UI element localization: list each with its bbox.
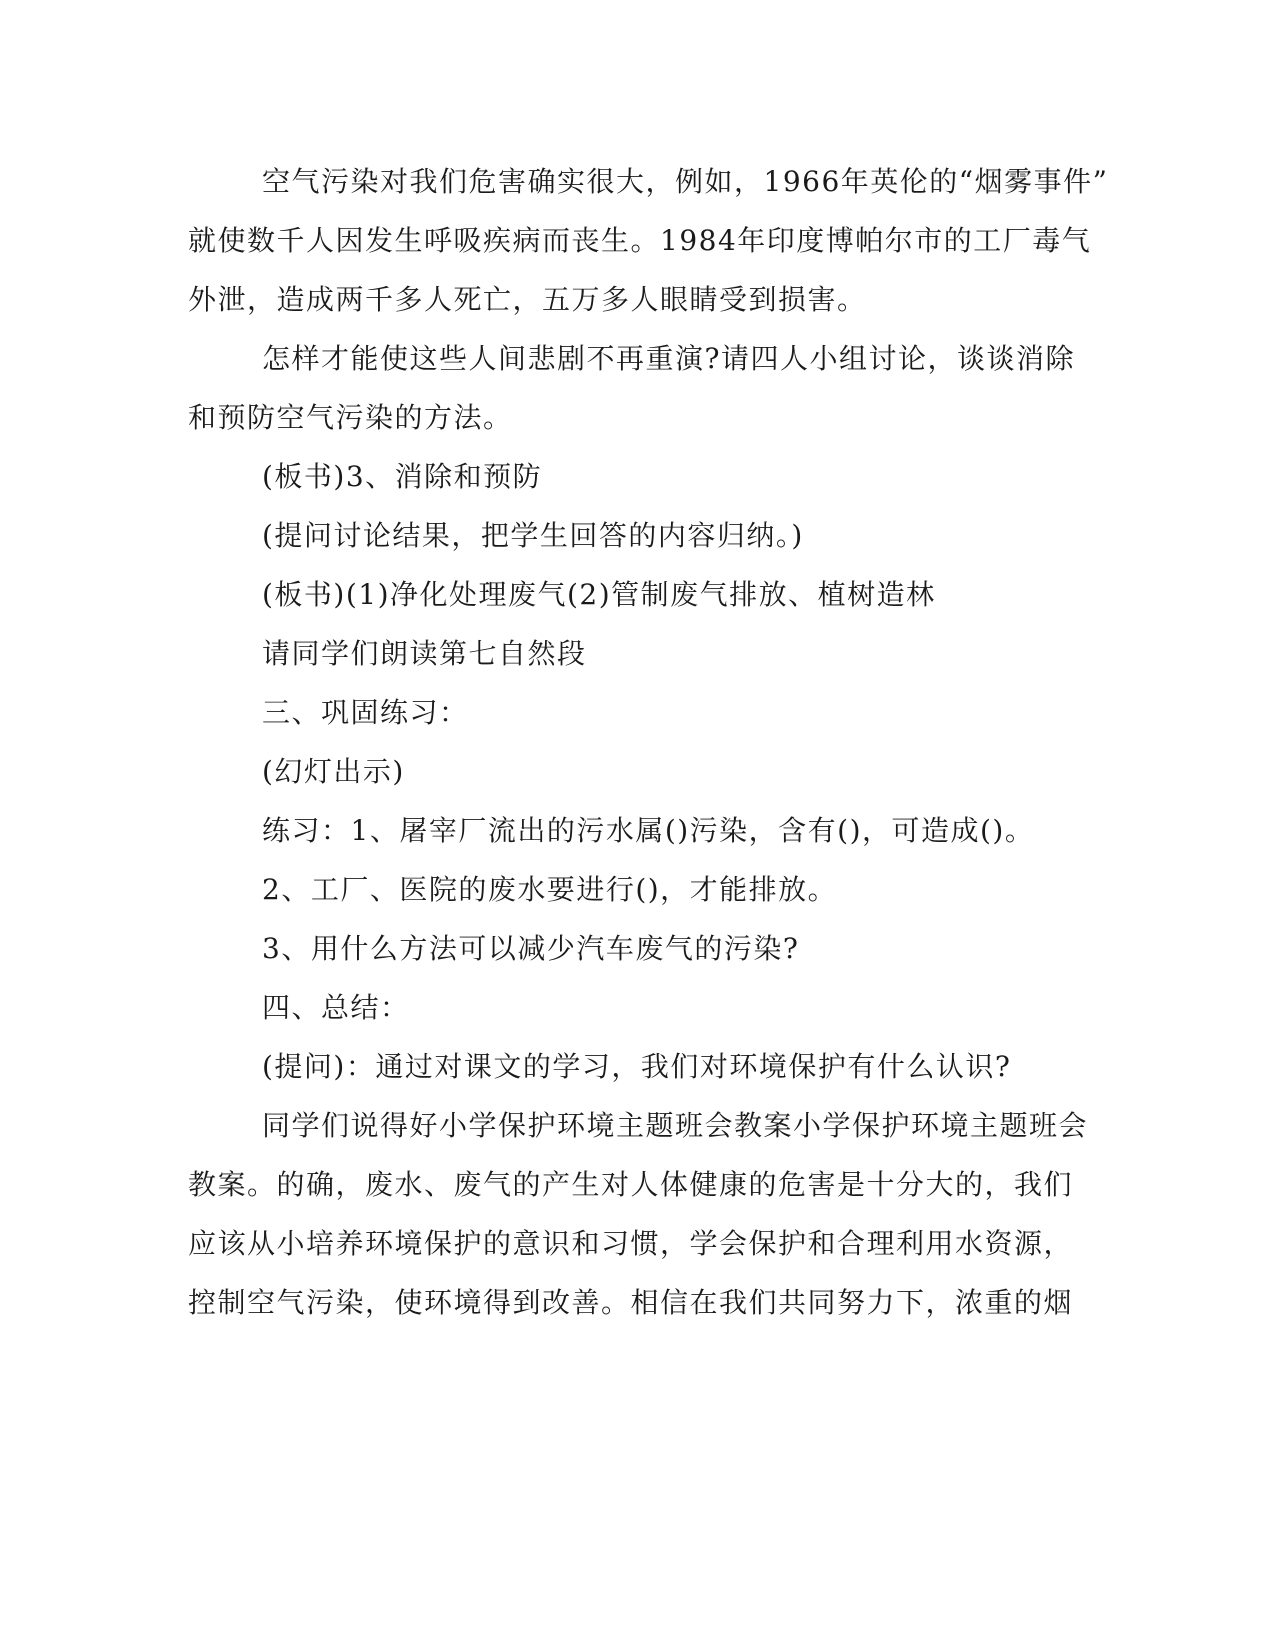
paragraph-line: 控制空气污染，使环境得到改善。相信在我们共同努力下，浓重的烟 [188, 1286, 1074, 1319]
paragraph-line: 怎样才能使这些人间悲剧不再重演?请四人小组讨论，谈谈消除 [262, 342, 1076, 375]
paragraph-line: (提问讨论结果，把学生回答的内容归纳。) [262, 519, 804, 552]
exercise-line: 练习：1、屠宰厂流出的污水属()污染，含有()，可造成()。 [262, 814, 1035, 847]
exercise-line: 3、用什么方法可以减少汽车废气的污染? [262, 932, 800, 965]
paragraph-line: 外泄，造成两千多人死亡，五万多人眼睛受到损害。 [188, 283, 867, 316]
exercise-line: 2、工厂、医院的废水要进行()，才能排放。 [262, 873, 838, 906]
paragraph-line: 就使数千人因发生呼吸疾病而丧生。1984年印度博帕尔市的工厂毒气 [188, 224, 1092, 257]
paragraph-line: (幻灯出示) [262, 755, 405, 788]
section-heading: 三、巩固练习： [262, 696, 469, 729]
paragraph-line: 请同学们朗读第七自然段 [262, 637, 587, 670]
paragraph-line: (板书)(1)净化处理废气(2)管制废气排放、植树造林 [262, 578, 936, 611]
paragraph-line: 应该从小培养环境保护的意识和习惯，学会保护和合理利用水资源， [188, 1227, 1074, 1260]
section-heading: 四、总结： [262, 991, 410, 1024]
paragraph-line: (提问)：通过对课文的学习，我们对环境保护有什么认识? [262, 1050, 1012, 1083]
paragraph-line: 同学们说得好小学保护环境主题班会教案小学保护环境主题班会 [262, 1109, 1089, 1142]
paragraph-line: (板书)3、消除和预防 [262, 460, 543, 493]
paragraph-line: 教案。的确，废水、废气的产生对人体健康的危害是十分大的，我们 [188, 1168, 1074, 1201]
paragraph-line: 空气污染对我们危害确实很大，例如，1966年英伦的“烟雾事件” [262, 165, 1109, 198]
paragraph-line: 和预防空气污染的方法。 [188, 401, 513, 434]
